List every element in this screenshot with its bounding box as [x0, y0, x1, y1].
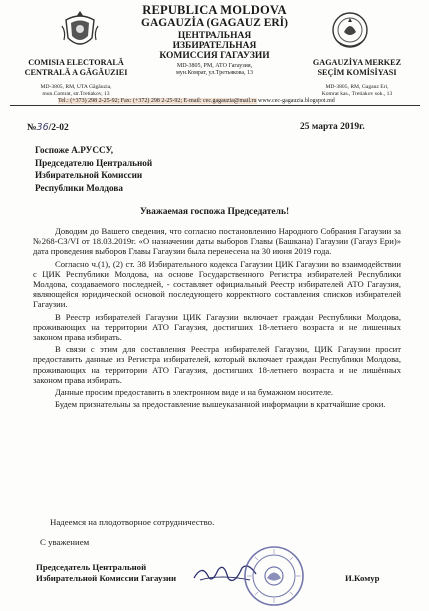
letter-reference — [27, 122, 69, 133]
gagauzia-coat-of-arms-icon — [330, 8, 370, 52]
header-commission-ru-line3: КОМИССИЯ ГАГАУЗИИ — [159, 51, 270, 61]
header-right-address-line2: Komrat kas., Tretiakov sok., 13 — [321, 90, 393, 97]
signatory-name: И.Комур — [345, 573, 380, 583]
addressee-line1: Госпоже А.РУССУ, — [35, 145, 114, 155]
header-address-ru-line1: MD-3805, РМ, АТО Гагаузия, — [176, 63, 253, 69]
header-right-address-line1: MD-3805, RM, Gagauz Eri, — [325, 84, 389, 90]
addressee-line2: Председателю Центральной — [35, 157, 153, 168]
header-commission-ru — [120, 31, 309, 61]
salutation: Уважаемая госпожа Председатель! — [139, 207, 290, 217]
header-contact-web: www.cec-gagauzia.blogspot.md — [258, 98, 335, 104]
signature-title-line2: Избирательной Комиссии Гагаузии — [36, 573, 177, 583]
signature-title-line1: Председатель Центральной — [36, 562, 147, 572]
header-right-name-line1: GAGAUZİYA MERKEZ — [312, 58, 402, 67]
letter-ref-number: 36 — [36, 122, 49, 133]
header-left-name-line1: COMISIA ELECTORALĂ — [28, 58, 124, 67]
addressee-line4: Республики Молдова — [35, 182, 123, 193]
closing-line: Надеемся на плодотворное сотрудничество. — [50, 517, 215, 527]
header-commission-ru-line2: ИЗБИРАТЕЛЬНАЯ — [172, 41, 257, 51]
header-left-address — [12, 84, 140, 97]
body-paragraph: Доводим до Вашего сведения, что согласно постановлению Народного Собрания Гагаузии за №268-СЗ/VI от 18.03.2019г. «О назначении даты выборов Главы (Башкана) Гагаузии (Гагауз Ери)» дата проведения выборов Главы Гагаузии была перенесена на 30 июня 2019 года. — [33, 226, 401, 257]
header-contact-line — [58, 98, 335, 104]
moldova-coat-of-arms-icon — [60, 8, 100, 52]
header-right-address — [293, 84, 421, 97]
header-left-address-line2: mun.Comrat, str.Tretiakov, 13 — [42, 90, 110, 97]
header-gagauzia: GAGAUZİA (GAGAUZ ERİ) — [141, 17, 288, 29]
header-right-name-line2: SEÇİM KOMİSİYASI — [317, 67, 397, 77]
letter-date: 25 марта 2019г. — [300, 122, 365, 132]
header-left-address-line1: MD-3805, RM, UTA Găgăuzia, — [40, 84, 112, 90]
header-republic: REPUBLICA MOLDOVA — [142, 3, 287, 17]
body-paragraph: Согласно ч.(1), (2) ст. 38 Избирательного кодекса Гагаузии ЦИК Гагаузии во взаимодействии с ЦИК Республики Молдова, на основе Государственного Регистра избирателей Республики Молдова, создаваемого последней, - составляет официальный Реестр избирателей АТО Гагаузия, являющейся юридической основой последующего корректного составления списков избирателей Гагаузии. — [33, 258, 401, 310]
addressee-block — [35, 144, 152, 194]
header-commission-ru-line1: ЦЕНТРАЛЬНАЯ — [177, 31, 252, 41]
header-right-name — [293, 58, 421, 77]
header-left-name-line2: CENTRALĂ A GĂGĂUZIEI — [24, 67, 128, 77]
header-contact-phone: Tel.: (+373) 298 2-25-92; Fax: (+372) 298 2-25-92; E-mail: cec.gagauzia@mail.ru — [58, 98, 257, 104]
body-paragraph: Будем признательны за предоставление вышеуказанной информации в кратчайшие сроки. — [55, 399, 386, 410]
header-separator — [10, 105, 420, 106]
addressee-line3: Избирательной Комиссии — [35, 170, 143, 180]
body-paragraph: В Реестр избирателей Гагаузии ЦИК Гагаузии включает граждан Республики Молдова, проживающих на территории АТО Гагаузия, достигших 18-летнего возраста и не лишенных законом права избирать. — [33, 311, 401, 343]
letter-ref-prefix: № — [27, 123, 37, 133]
body-paragraph: В связи с этим для составления Реестра избирателей Гагаузии, ЦИК Гагаузии просит предоставить данные из Регистра избирателей, который включает граждан Республики Молдова, проживающих на территории АТО Гагаузия, достигших 18-летнего возраста и не лишённых законом права избирать. — [33, 344, 401, 385]
signature-title — [36, 562, 176, 584]
official-stamp-icon — [243, 545, 305, 607]
regards-line: С уважением — [40, 537, 90, 547]
header-left-name — [12, 58, 140, 77]
letter-body — [33, 226, 401, 411]
body-paragraph: Данные просим предоставить в электронном виде и на бумажном носителе. — [55, 387, 334, 398]
letter-ref-suffix: /2-02 — [48, 123, 69, 133]
header-address-ru-line2: мун.Комрат, ул.Третьякова, 13 — [175, 70, 254, 76]
header-address-ru — [120, 63, 309, 77]
